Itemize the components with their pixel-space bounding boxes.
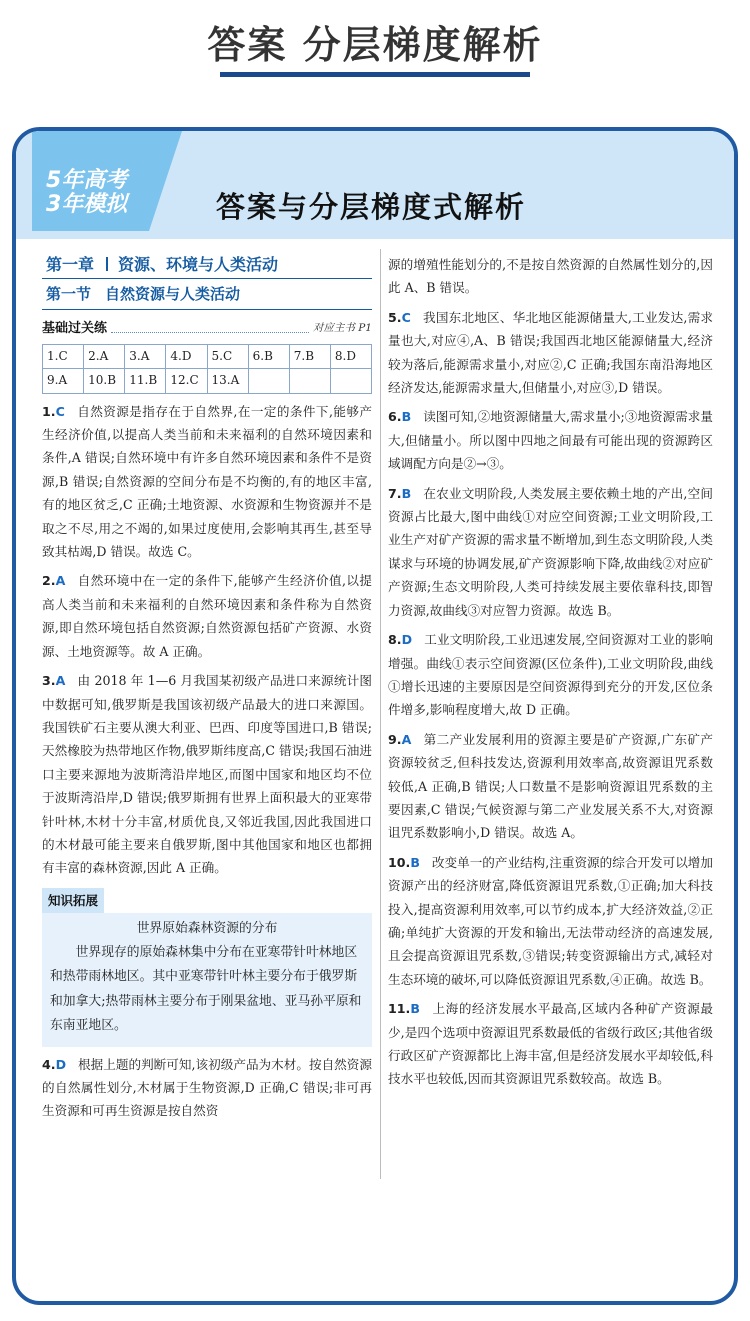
section-heading	[42, 279, 372, 309]
question-9	[388, 728, 713, 845]
answer-cell: 7.B	[289, 344, 330, 368]
answer-cell: 10.B	[84, 369, 125, 393]
question-text: 自然环境中在一定的条件下,能够产生经济价值,以提高人类当前和未来福利的自然环境因素和条件称为自然资源,即自然环境包括自然资源;自然资源包括矿产资源、水资源、土地资源等。故 A 正确。	[42, 573, 372, 659]
question-answer: C	[55, 403, 65, 419]
logo-line-1: 5年高考	[46, 168, 128, 193]
pass-label: 基础过关练	[42, 321, 108, 337]
section-title: 自然资源与人类活动	[105, 285, 241, 304]
question-number: 4.	[42, 1056, 56, 1072]
pass-header	[42, 320, 372, 338]
question-answer: B	[410, 854, 420, 870]
knowledge-box	[42, 913, 372, 1046]
question-text: 第二产业发展利用的资源主要是矿产资源,广东矿产资源较贫乏,但科技发达,资源利用效率高,故资源诅咒系数较低,A 正确,B 错误;人口数量不是影响资源诅咒系数的主要因素,C 错误;气候资源与第二产业发展关系不大,对资源诅咒系数影响小,D 错误。故选 A。	[388, 731, 713, 841]
question-number: 6.	[388, 409, 402, 425]
question-number: 11.	[388, 1001, 411, 1017]
question-1	[42, 400, 372, 564]
question-answer: A	[55, 573, 66, 589]
question-number: 1.	[42, 403, 56, 419]
question-answer: A	[401, 731, 412, 747]
answer-table	[42, 344, 372, 394]
question-number: 5.	[388, 309, 402, 325]
answer-cell: 12.C	[166, 369, 207, 393]
question-number: 2.	[42, 573, 56, 589]
answer-cell: 8.D	[330, 344, 371, 368]
right-column	[388, 251, 713, 1091]
answer-row	[43, 344, 372, 368]
question-5	[388, 306, 713, 400]
answer-cell: 4.D	[166, 344, 207, 368]
chapter-heading	[42, 251, 372, 279]
answer-cell	[330, 369, 371, 393]
answer-cell: 13.A	[207, 369, 248, 393]
question-answer: A	[55, 673, 66, 689]
question-number: 3.	[42, 673, 56, 689]
question-3	[42, 669, 372, 880]
chapter-title: 资源、环境与人类活动	[118, 255, 279, 274]
question-text: 上海的经济发展水平最高,区域内各种矿产资源最少,是四个选项中资源诅咒系数最低的省级行政区;其他省级行政区矿产资源都比上海丰富,但是经济发展水平却较低,科技水平也较低,因而其资源诅咒系数较高。故选 B。	[388, 1001, 713, 1087]
question-4	[42, 1053, 372, 1123]
question-answer: D	[55, 1056, 67, 1072]
question-text: 在农业文明阶段,人类发展主要依赖土地的产出,空间资源占比最大,图中曲线①对应空间资源;工业文明阶段,工业生产对矿产资源的需求量不断增加,到生态文明阶段,人类谋求与环境的协调发展,矿产资源影响下降,故曲线②对应矿产资源;生态文明阶段,人类可持续发展主要依靠科技,即智力资源,故曲线③对应智力资源。故选 B。	[388, 485, 713, 618]
question-10	[388, 851, 713, 991]
question-answer: C	[401, 309, 411, 325]
answer-cell: 1.C	[43, 344, 84, 368]
answer-cell: 6.B	[248, 344, 289, 368]
answer-cell: 2.A	[84, 344, 125, 368]
question-text: 我国东北地区、华北地区能源储量大,工业发达,需求量也大,对应④,A、B 错误;我国西北地区能源储量大,经济较为落后,能源需求量小,对应②,C 正确;我国东南沿海地区经济发达,能源需求量大,但储量小,对应③,D 错误。	[388, 309, 713, 396]
answer-card	[12, 127, 738, 1305]
question-6	[388, 405, 713, 475]
question-text: 工业文明阶段,工业迅速发展,空间资源对工业的影响增强。曲线①表示空间资源(区位条件),工业文明阶段,曲线①增长迅速的主要原因是空间资源得到充分的开发,区位条件增多,影响程度增大,故 D 正确。	[388, 632, 713, 718]
knowledge-tag: 知识拓展	[42, 888, 104, 913]
answer-cell	[289, 369, 330, 393]
question-answer: B	[401, 409, 412, 425]
question-number: 8.	[388, 632, 402, 648]
question-8	[388, 628, 713, 722]
card-title: 答案与分层梯度式解析	[216, 190, 527, 224]
answer-cell	[248, 369, 289, 393]
logo-line-2: 3年模拟	[46, 192, 128, 217]
question-text: 自然资源是指存在于自然界,在一定的条件下,能够产生经济价值,以提高人类当前和未来福利的自然环境因素和条件,A 错误;自然环境中有许多自然环境因素和条件不是资源,B 错误;自然资源的空间分布是不均衡的,有的地区丰富,有的地区贫乏,C 正确;土地资源、水资源和生物资源并不是取之不尽,用之不竭的,如果过度使用,会影响其再生,甚至导致其枯竭,D 错误。故选 C。	[42, 403, 372, 560]
question-number: 7.	[388, 485, 402, 501]
section-label: 第一节	[46, 285, 92, 304]
question-answer: B	[410, 1001, 420, 1017]
banner-title: 答案 分层梯度解析	[207, 23, 543, 67]
question-number: 10.	[388, 854, 411, 870]
question-number: 9.	[388, 731, 402, 747]
question-11	[388, 997, 713, 1091]
question-answer: B	[401, 485, 412, 501]
question-text: 读图可知,②地资源储量大,需求量小;③地资源需求量大,但储量小。所以图中四地之间最有可能出现的资源跨区域调配方向是②→③。	[388, 409, 713, 472]
knowledge-body: 世界现存的原始森林集中分布在亚寒带针叶林地区和热带雨林地区。其中亚寒带针叶林主要分布于俄罗斯和加拿大;热带雨林主要分布于刚果盆地、亚马孙平原和东南亚地区。	[50, 944, 362, 1034]
banner-underline	[220, 72, 530, 77]
left-column	[42, 251, 372, 1123]
answer-cell: 9.A	[43, 369, 84, 393]
logo	[46, 169, 127, 217]
question-2	[42, 569, 372, 663]
answer-cell: 5.C	[207, 344, 248, 368]
answer-cell: 11.B	[125, 369, 166, 393]
card-header	[16, 131, 734, 239]
question-text: 改变单一的产业结构,注重资源的综合开发可以增加资源产出的经济财富,降低资源诅咒系数,①正确;加大科技投入,提高资源利用效率,可以节约成本,扩大经济效益,②正确;单纯扩大资源的开发和输出,无法带动经济的高速发展,且会提高资源诅咒系数,③错误;转变资源输出方式,减轻对生态环境的破坏,可以降低资源诅咒系数,④正确。故选 B。	[388, 854, 713, 987]
knowledge-title: 世界原始森林资源的分布	[136, 921, 278, 937]
question-text: 根据上题的判断可知,该初级产品为木材。按自然资源的自然属性划分,木材属于生物资源,D 正确,C 错误;非可再生资源和可再生资源是按自然资	[42, 1056, 372, 1119]
question-answer: D	[401, 632, 413, 648]
answer-row	[43, 369, 372, 393]
column-divider	[380, 249, 381, 1179]
question-text: 由 2018 年 1—6 月我国某初级产品进口来源统计图中数据可知,俄罗斯是我国该初级产品最大的进口来源国。我国铁矿石主要从澳大利亚、巴西、印度等国进口,B 错误;天然橡胶为热带地区作物,俄罗斯纬度高,C 错误;我国石油进口主要来源地为波斯湾沿岸地区,而图中国家和地区均不位于波斯湾沿岸,D 错误;俄罗斯拥有世界上面积最大的亚寒带针叶林,木材十分丰富,材质优良,又邻近我国,因此我国进口的木材最可能主要来自俄罗斯,图中其他国家和地区也都拥有丰富的森林资源,因此 A 正确。	[42, 673, 372, 876]
chapter-label: 第一章	[46, 255, 95, 274]
answer-cell: 3.A	[125, 344, 166, 368]
question-7	[388, 482, 713, 622]
pass-ref: 对应主书 P1	[312, 322, 372, 335]
question-4-continued: 源的增殖性能划分的,不是按自然资源的自然属性划分的,因此 A、B 错误。	[388, 257, 713, 296]
